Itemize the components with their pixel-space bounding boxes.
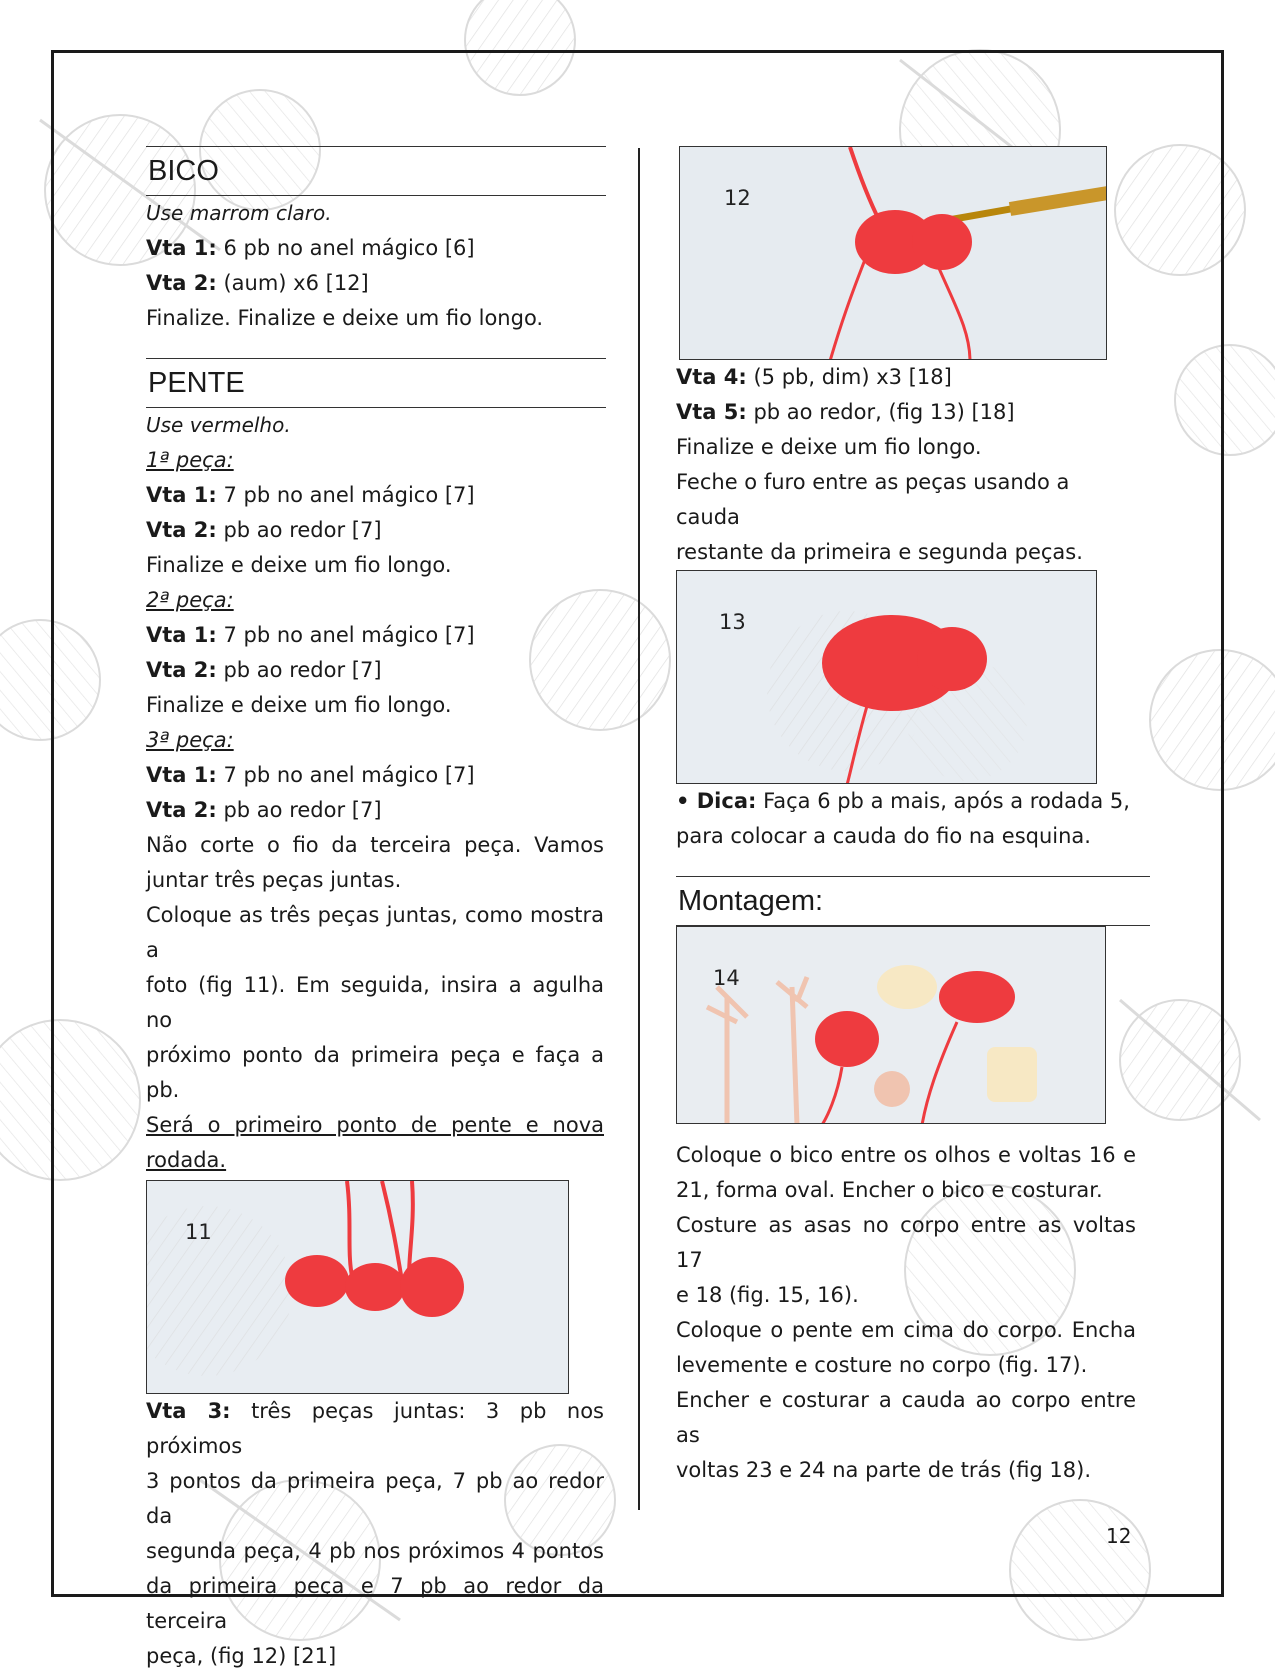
figure-12-photo	[679, 146, 1107, 360]
round-text: pb ao redor [7]	[216, 798, 382, 822]
body-line: Costure as asas no corpo entre as voltas 17	[676, 1213, 1136, 1272]
body-line: segunda peça, 4 pb nos próximos 4 pontos	[146, 1539, 604, 1563]
color-note: Use vermelho.	[146, 413, 291, 437]
color-note: Use marrom claro.	[146, 201, 332, 225]
body-line: juntar três peças juntas.	[146, 868, 402, 892]
figure-13-photo	[676, 570, 1097, 784]
left-column	[146, 146, 604, 1674]
body-line-underlined: Será o primeiro ponto de pente e nova	[146, 1113, 604, 1137]
figure-number: 12	[724, 186, 751, 210]
body-line: da primeira peça e 7 pb ao redor da terceira	[146, 1574, 604, 1633]
figure-14-photo	[676, 926, 1106, 1124]
round-text: pb ao redor [7]	[216, 658, 382, 682]
round-label: Vta 1:	[146, 623, 217, 647]
finish-text: Finalize e deixe um fio longo.	[146, 693, 452, 717]
figure-number: 13	[719, 610, 746, 634]
figure-number: 14	[713, 966, 740, 990]
body-line: Feche o furo entre as peças usando a cauda	[676, 470, 1070, 529]
body-line: Coloque as três peças juntas, como mostra a	[146, 903, 604, 962]
body-line-underlined: rodada.	[146, 1148, 227, 1172]
figure-11-photo	[146, 1180, 569, 1394]
piece-heading: 2ª peça:	[146, 588, 234, 612]
round-text: 7 pb no anel mágico [7]	[216, 623, 475, 647]
round-label: Vta 2:	[146, 518, 217, 542]
body-line: Coloque o bico entre os olhos e voltas 16 e	[676, 1143, 1136, 1167]
body-line: levemente e costure no corpo (fig. 17).	[676, 1353, 1088, 1377]
section-heading-pente: PENTE	[146, 358, 606, 408]
round-text: (aum) x6 [12]	[216, 271, 369, 295]
round-line	[146, 231, 604, 266]
body-line: Não corte o fio da terceira peça. Vamos	[146, 833, 604, 857]
round-line	[676, 395, 1136, 430]
round-line	[146, 513, 604, 548]
round-label: Vta 1:	[146, 763, 217, 787]
round-text: 7 pb no anel mágico [7]	[216, 763, 475, 787]
round-text: três peças juntas: 3 pb nos próximos	[146, 1399, 604, 1458]
round-line	[146, 793, 604, 828]
round-text: pb ao redor, (fig 13) [18]	[746, 400, 1015, 424]
round-label: Vta 4:	[676, 365, 747, 389]
round-label: Vta 2:	[146, 271, 217, 295]
tip-line	[676, 784, 1136, 819]
body-line: Encher e costurar a cauda ao corpo entre as	[676, 1388, 1136, 1447]
body-line: 21, forma oval. Encher o bico e costurar.	[676, 1178, 1103, 1202]
body-line: para colocar a cauda do fio na esquina.	[676, 824, 1091, 848]
tip-label: Dica:	[689, 789, 757, 813]
round-text: 6 pb no anel mágico [6]	[216, 236, 475, 260]
round-label: Vta 2:	[146, 658, 217, 682]
body-line: e 18 (fig. 15, 16).	[676, 1283, 859, 1307]
finish-text: Finalize e deixe um fio longo.	[676, 435, 982, 459]
body-line: próximo ponto da primeira peça e faça a pb.	[146, 1043, 604, 1102]
round-label: Vta 1:	[146, 483, 217, 507]
round-label: Vta 1:	[146, 236, 217, 260]
body-line: restante da primeira e segunda peças.	[676, 540, 1083, 564]
round-line	[146, 758, 604, 793]
round-line	[676, 360, 1136, 395]
round-text: pb ao redor [7]	[216, 518, 382, 542]
round-text: (5 pb, dim) x3 [18]	[746, 365, 952, 389]
body-line: voltas 23 e 24 na parte de trás (fig 18).	[676, 1458, 1092, 1482]
piece-heading: 1ª peça:	[146, 448, 234, 472]
right-column	[676, 146, 1136, 1488]
column-divider	[638, 148, 640, 1510]
body-line: 3 pontos da primeira peça, 7 pb ao redor da	[146, 1469, 604, 1528]
page-number: 12	[1106, 1524, 1132, 1548]
round-text: 7 pb no anel mágico [7]	[216, 483, 475, 507]
tip-text: Faça 6 pb a mais, após a rodada 5,	[756, 789, 1130, 813]
round-line	[146, 478, 604, 513]
finish-text: Finalize. Finalize e deixe um fio longo.	[146, 306, 544, 330]
round-label: Vta 5:	[676, 400, 747, 424]
finish-text: Finalize e deixe um fio longo.	[146, 553, 452, 577]
body-line: Coloque o pente em cima do corpo. Encha	[676, 1318, 1136, 1342]
body-line: foto (fig 11). Em seguida, insira a agulha no	[146, 973, 604, 1032]
figure-number: 11	[185, 1220, 212, 1244]
section-heading-bico: BICO	[146, 146, 606, 196]
round-line	[146, 618, 604, 653]
round-line	[146, 266, 604, 301]
body-line: peça, (fig 12) [21]	[146, 1644, 337, 1668]
section-heading-montagem: Montagem:	[676, 876, 1150, 926]
piece-heading: 3ª peça:	[146, 728, 234, 752]
round-line	[146, 1394, 604, 1464]
round-line	[146, 653, 604, 688]
round-label: Vta 3:	[146, 1399, 231, 1423]
round-label: Vta 2:	[146, 798, 217, 822]
bullet-icon: •	[676, 789, 690, 813]
